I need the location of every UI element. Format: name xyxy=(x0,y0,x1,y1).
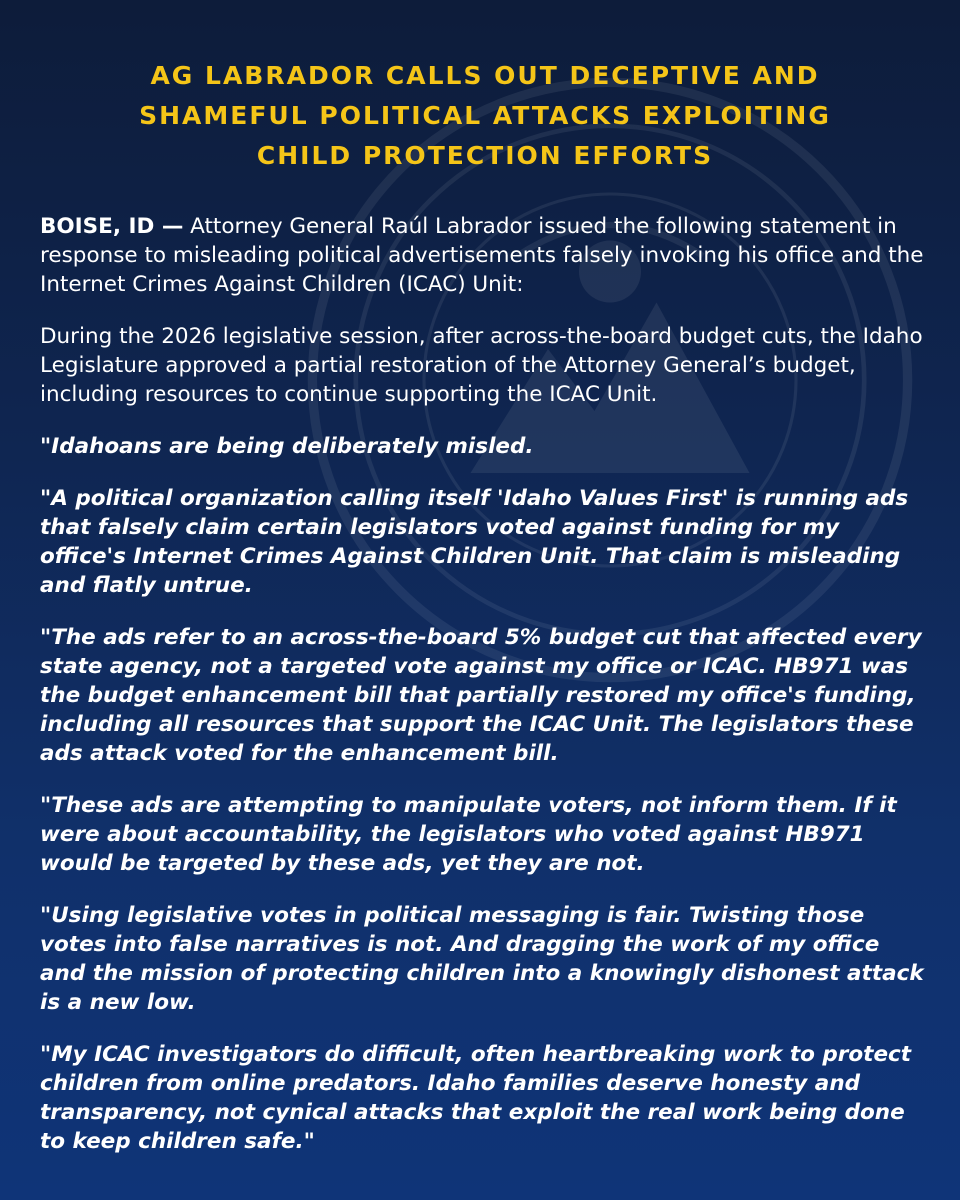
intro-paragraph xyxy=(40,212,930,299)
quote-paragraph: "Using legislative votes in political messaging is fair. Twisting those votes into false narratives is not. And dragging the work of my office and the mission of protecting children into a knowingly dishonest attack is a new low. xyxy=(40,903,924,1015)
headline-line: AG LABRADOR CALLS OUT DECEPTIVE AND xyxy=(150,61,820,90)
press-release xyxy=(40,56,930,1179)
quote-paragraph: "The ads refer to an across-the-board 5% budget cut that affected every state agency, not a targeted vote against my office or ICAC. HB971 was the budget enhancement bill that partially restored my office's funding, including all resources that support the ICAC Unit. The legislators these ads attack voted for the enhancement bill. xyxy=(40,625,922,766)
headline-line: SHAMEFUL POLITICAL ATTACKS EXPLOITING xyxy=(139,101,831,130)
dateline: BOISE, ID — xyxy=(40,214,184,239)
quote-paragraph: "A political organization calling itself 'Idaho Values First' is running ads that falsely claim certain legislators voted against funding for my office's Internet Crimes Against Children Unit. That claim is misleading and flatly untrue. xyxy=(40,486,909,598)
context-paragraph: During the 2026 legislative session, after across-the-board budget cuts, the Idaho Legislature approved a partial restoration of the Attorney General’s budget, including resources to continue supporting the ICAC Unit. xyxy=(40,324,923,407)
headline-line: CHILD PROTECTION EFFORTS xyxy=(256,141,714,170)
headline xyxy=(40,56,930,176)
quote-paragraph: "These ads are attempting to manipulate voters, not inform them. If it were about accountability, the legislators who voted against HB971 would be targeted by these ads, yet they are not. xyxy=(40,793,897,876)
quote-paragraph: "My ICAC investigators do difficult, often heartbreaking work to protect children from online predators. Idaho families deserve honesty and transparency, not cynical attacks that exploit the real work being done to keep children safe." xyxy=(40,1042,912,1154)
quote-paragraph: "Idahoans are being deliberately misled. xyxy=(40,434,534,459)
intro-text: Attorney General Raúl Labrador issued the following statement in response to misleading political advertisements falsely invoking his office and the Internet Crimes Against Children (ICAC) Unit: xyxy=(40,214,924,297)
